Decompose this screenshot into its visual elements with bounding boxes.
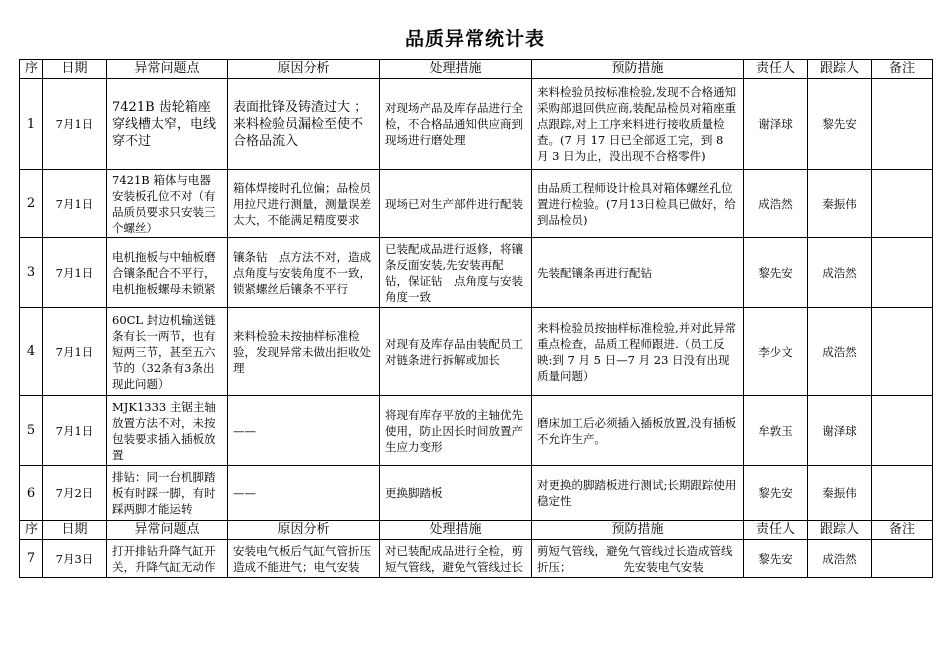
row-owner: 牟敦玉 [744,396,808,466]
row-action: 对现场产品及库存品进行全检，不合格品通知供应商到现场进行磨处理 [380,79,532,170]
table-row [20,396,933,466]
row-owner: 黎先安 [744,466,808,521]
header-cell: 预防措施 [532,521,744,540]
header-row [20,521,933,540]
row-prevention: 磨床加工后必须插入插板放置,没有插板不允许生产。 [532,396,744,466]
row-problem: 7421B 齿轮箱座穿线槽太窄，电线穿不过 [107,79,228,170]
row-prevention: 由品质工程师设计检具对箱体螺丝孔位置进行检验。(7月13日检具已做好，给到品检员) [532,170,744,238]
row-prevention: 来料检验员按标准检验,发现不合格通知采购部退回供应商,装配品检员对箱座重点跟踪,对上工序来料进行接收质量检查。(7 月 17 日已全部返工完，到 8 月 3 日为止，没出现不合格零件) [532,79,744,170]
row-cause: 表面批锋及铸渣过大 ；来料检验员漏检至使不合格品流入 [228,79,380,170]
row-action: 将现有库存平放的主轴优先使用，防止因长时间放置产生应力变形 [380,396,532,466]
row-owner: 成浩然 [744,170,808,238]
row-tracker: 秦振伟 [808,466,872,521]
row-note [872,79,933,170]
header-cell: 备注 [872,521,933,540]
row-action: 已装配成品进行返修，将镶条反面安装,先安装再配钻，保证钻 点角度与安装角度一致 [380,238,532,308]
row-prevention: 对更换的脚踏板进行测试;长期跟踪使用稳定性 [532,466,744,521]
header-cell: 处理措施 [380,521,532,540]
row-problem: 排钻：同一台机脚踏板有时踩一脚，有时踩两脚才能运转 [107,466,228,521]
row-cause: 安装电气板后气缸气管折压造成不能进气；电气安装 [228,540,380,578]
row-problem: MJK1333 主锯主轴放置方法不对，未按包装要求插入插板放置 [107,396,228,466]
row-prevention: 剪短气管线，避免气管线过长造成管线折压； 先安装电气安装 [532,540,744,578]
row-cause: —— [228,396,380,466]
row-owner: 谢泽球 [744,79,808,170]
row-note [872,396,933,466]
row-date: 7月1日 [43,79,107,170]
header-cell: 预防措施 [532,60,744,79]
header-cell: 跟踪人 [808,521,872,540]
row-note [872,170,933,238]
table-row [20,79,933,170]
row-note [872,466,933,521]
row-owner: 李少文 [744,308,808,396]
quality-table [19,59,933,578]
row-tracker: 秦振伟 [808,170,872,238]
header-cell: 责任人 [744,60,808,79]
row-cause: 箱体焊接时孔位偏；品检员用拉尺进行测量，测量误差太大，不能满足精度要求 [228,170,380,238]
row-number: 7 [20,540,43,578]
row-tracker: 成浩然 [808,308,872,396]
row-number: 2 [20,170,43,238]
row-action: 更换脚踏板 [380,466,532,521]
table-row [20,238,933,308]
header-cell: 责任人 [744,521,808,540]
row-tracker: 谢泽球 [808,396,872,466]
header-cell: 异常问题点 [107,521,228,540]
row-note [872,238,933,308]
header-cell: 序 [20,60,43,79]
row-number: 6 [20,466,43,521]
header-cell: 原因分析 [228,521,380,540]
row-problem: 打开排钻升降气缸开关，升降气缸无动作 [107,540,228,578]
row-date: 7月1日 [43,308,107,396]
row-action: 对现有及库存品由装配员工对链条进行拆解或加长 [380,308,532,396]
row-cause: —— [228,466,380,521]
row-tracker: 成浩然 [808,540,872,578]
row-cause: 镶条钻 点方法不对，造成点角度与安装角度不一致，锁紧螺丝后镶条不平行 [228,238,380,308]
row-note [872,540,933,578]
row-number: 1 [20,79,43,170]
header-cell: 日期 [43,521,107,540]
row-prevention: 来料检验员按抽样标准检验,并对此异常重点检查，品质工程师跟进.（员工反映:到 7 月 5 日—7 月 23 日没有出现质量问题） [532,308,744,396]
row-cause: 来料检验未按抽样标准检验，发现异常未做出拒收处理 [228,308,380,396]
row-tracker: 黎先安 [808,79,872,170]
row-date: 7月2日 [43,466,107,521]
row-owner: 黎先安 [744,238,808,308]
table-row [20,308,933,396]
header-cell: 原因分析 [228,60,380,79]
header-cell: 备注 [872,60,933,79]
row-problem: 7421B 箱体与电器安装板孔位不对（有品质员要求只安装三个螺丝） [107,170,228,238]
row-problem: 60CL 封边机输送链条有长一两节，也有短两三节，甚至五六节的（32条有3条出现此问题） [107,308,228,396]
header-cell: 序 [20,521,43,540]
row-problem: 电机拖板与中轴板磨合镶条配合不平行，电机拖板螺母未锁紧 [107,238,228,308]
table-row [20,170,933,238]
page-title: 品质异常统计表 [404,28,545,50]
row-action: 对已装配成品进行全检，剪短气管线，避免气管线过长 [380,540,532,578]
header-cell: 跟踪人 [808,60,872,79]
row-owner: 黎先安 [744,540,808,578]
row-number: 4 [20,308,43,396]
header-cell: 处理措施 [380,60,532,79]
table-row [20,540,933,578]
row-tracker: 成浩然 [808,238,872,308]
row-date: 7月1日 [43,170,107,238]
row-note [872,308,933,396]
row-action: 现场已对生产部件进行配装 [380,170,532,238]
row-number: 3 [20,238,43,308]
header-row [20,60,933,79]
row-date: 7月1日 [43,238,107,308]
row-date: 7月3日 [43,540,107,578]
header-cell: 日期 [43,60,107,79]
header-cell: 异常问题点 [107,60,228,79]
table-row [20,466,933,521]
row-number: 5 [20,396,43,466]
row-date: 7月1日 [43,396,107,466]
row-prevention: 先装配镶条再进行配钻 [532,238,744,308]
